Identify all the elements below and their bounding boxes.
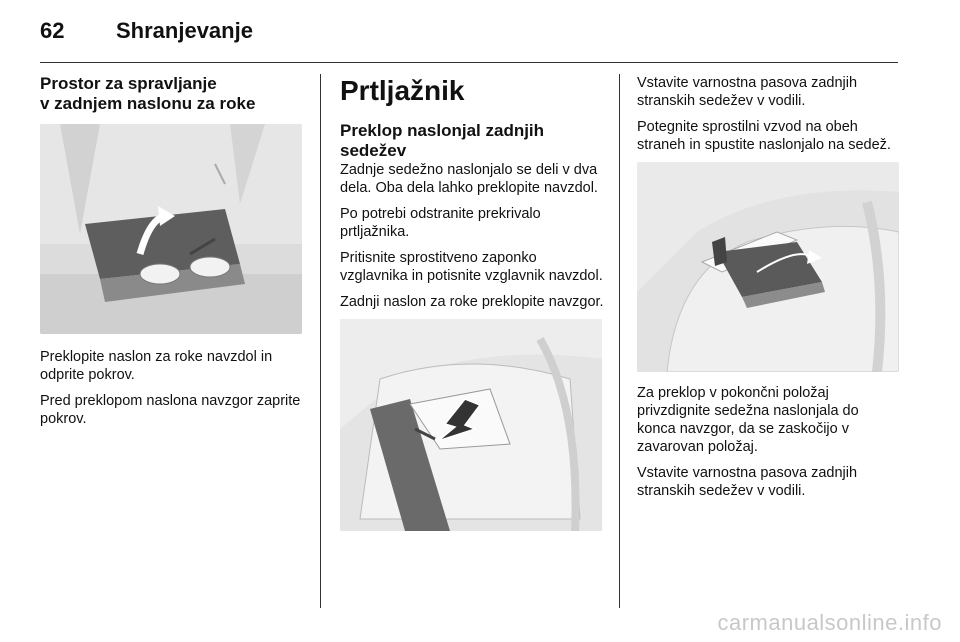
seat-paragraph-1: Zadnje sedežno naslonjalo se deli v dva dela. Oba dela lahko preklopite navzdol. <box>340 162 598 196</box>
seat-paragraph-4: Zadnji naslon za roke preklopite navzgor. <box>340 294 604 310</box>
watermark: carmanualsonline.info <box>717 610 942 635</box>
release-lever-illustration <box>637 162 899 372</box>
page-number: 62 <box>40 18 65 43</box>
lever-paragraph: Potegnite sprostilni vzvod na obeh straneh in spustite naslonjalo na sedež. <box>637 119 891 153</box>
armrest-paragraph-1: Preklopite naslon za roke navzdol in odprite pokrov. <box>40 349 273 383</box>
column-divider-2 <box>619 74 620 608</box>
chapter-title: Shranjevanje <box>116 18 253 43</box>
headrest-illustration <box>340 319 602 531</box>
upright-paragraph: Za preklop v pokončni položaj privzdignite sedežna naslonjala do konca navzgor, da se zaskočijo v zavarovan položaj. <box>637 385 859 455</box>
belt-paragraph-1: Vstavite varnostna pasova zadnjih stranskih sedežev v vodili. <box>637 75 858 109</box>
column-2 <box>340 74 604 531</box>
column-divider-1 <box>320 74 321 608</box>
column-1 <box>40 74 304 436</box>
seat-paragraph-3: Pritisnite sprostitveno zaponko vzglavnika in potisnite vzglavnik navzdol. <box>340 250 603 284</box>
section-title: Prtljažnik <box>340 75 465 106</box>
header-divider <box>40 62 898 63</box>
armrest-storage-illustration <box>40 124 302 334</box>
armrest-storage-heading: Prostor za spravljanje v zadnjem naslonu za roke <box>40 74 256 113</box>
armrest-paragraph-2: Pred preklopom naslona navzgor zaprite pokrov. <box>40 393 301 427</box>
seat-paragraph-2: Po potrebi odstranite prekrivalo prtljažnika. <box>340 206 541 240</box>
page-header <box>40 18 253 48</box>
subsection-heading: Preklop naslonjal zadnjih sedežev <box>340 121 545 160</box>
belt-paragraph-2: Vstavite varnostna pasova zadnjih stranskih sedežev v vodili. <box>637 465 858 499</box>
column-3 <box>637 74 901 508</box>
